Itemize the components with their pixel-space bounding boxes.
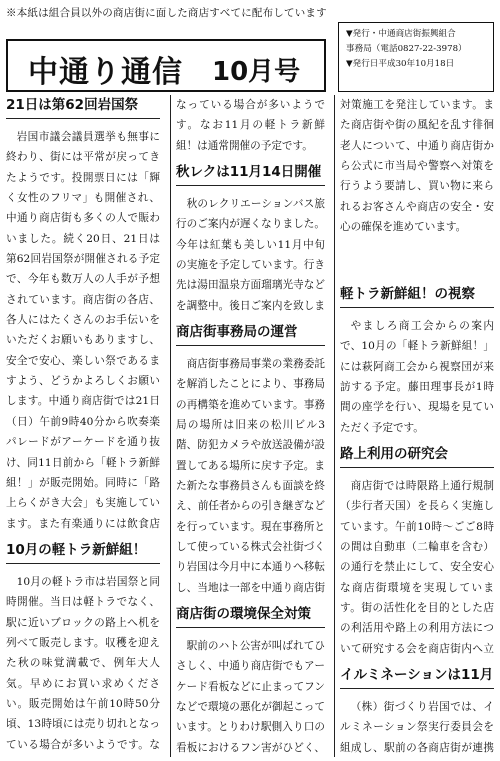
- article-environment: 駅前のハト公害が叫ばれてひさしく、中通り商店街でもアーケード看板などに止まってフンなどで環境の悪化が御起こっています。とりわけ駅側入り口の看板におけるフン害がひどく、: [176, 640, 325, 754]
- publisher-line: ▼発行・中通商店街振興組合: [346, 29, 456, 39]
- article-festival: 岩国市議会議員選挙も無事に終わり、街には平常が戻ってきたようです。投開票日には「輝く女性のフリマ」も開催され、中通り商店街も多くの人で賑わいました。続く20日、21日は第62回岩国祭が開催される予定で、今年も数万人の人手が予想されています。商店街の各店、各人にはたくさんのお手伝いをいただくお願いもありますし、安全で安心、楽しい祭であるますよう、どうかよろしくお願いします。中通り商店街では21日（日）午前9時40分から吹奏楽パレードがアーケードを通り抜け、同11日前から「軽トラ新鮮組！」が販売開始。同時に「路上らくがき大会」も実施しています。また有楽通りには飲食店: [6, 131, 160, 530]
- article-inspection: やましろ商工会からの案内で、10月の「軽トラ新鮮組！」には萩阿商工会から視察団が来訪する予定。藤田理事長が1時間の座学を行い、現場を見ていただく予定です。: [340, 320, 494, 434]
- newsletter-title: 中通り通信: [28, 55, 183, 90]
- article-illumination: （株）街づくり岩国では、イルミネーション祭実行委員会を組成し、駅前の各商店街が連携: [340, 701, 494, 754]
- issue-label: 10月号: [212, 57, 301, 87]
- masthead: [6, 39, 326, 92]
- heading-inspection: 軽トラ新鮮組！の視察: [340, 284, 494, 308]
- article-keitora: 10月の軽トラ市は岩国祭と同時開催。当日は軽トラでなく、駅に近いブロックの路上へ机を列べて販売します。収穫を迎えた秋の味覚満載で、例年大人気。早めにお買い求めください。販売開始は午前10時50分頃、13時頃には売り切れとなっている場合が多いようです。な: [6, 576, 160, 751]
- heading-festival: 21日は第62回岩国祭: [6, 95, 160, 119]
- article-office: 商店街事務局事業の業務委託を解消したことにより、事務局の再構築を進めています。事務局の場所は旧来の松川ビル3階、防犯カメラや放送設備が設置してある場所に戻す予定。また新たな事務員さんも面談を終え、前任者からの引き継ぎなどを行っています。現在事務所として使っている株式会社街づくり岩国は今月中に本通りへ移転し、当地は一部を中通り商店街: [176, 358, 325, 594]
- publisher-info: [338, 22, 494, 92]
- distribution-notice: ※本紙は組合員以外の商店街に面した商店すべてに配布しています: [6, 7, 327, 19]
- heading-environment: 商店街の環境保全対策: [176, 604, 325, 628]
- publish-date: ▼発行日平成30年10月18日: [346, 59, 455, 70]
- column-2: [170, 95, 325, 757]
- column-3: [334, 95, 494, 757]
- heading-illumination: イルミネーションは11月: [340, 665, 494, 689]
- publisher-office: 事務局（電話0827-22-3978）: [346, 44, 467, 55]
- article-environment-cont: 対策施工を発注しています。また商店街や街の風紀を乱す徘徊老人について、中通り商店街から公式に市当局や警察へ対策を行うよう要請し、買い物に来られるお客さんや商店の安全・安心の確保を進めています。: [340, 99, 494, 234]
- heading-keitora: 10月の軽トラ新鮮組！: [6, 540, 160, 564]
- article-street-use: 商店街では時限路上通行規制（歩行者天国）を長らく実施しています。午前10時〜ごご8時の間は自動車（二輪車を含む）の通行を禁止にして、安全安心な商店街環境を実現しています。街の活性化を目的とした店の利活用や路上の利用方法について研究する会を商店街内へ立: [340, 480, 494, 655]
- heading-office: 商店街事務局の運営: [176, 322, 325, 346]
- heading-street-use: 路上利用の研究会: [340, 444, 494, 468]
- column-1: [6, 95, 160, 757]
- article-keitora-cont: なっている場合が多いようです。なお11月の軽トラ新鮮組！は通常開催の予定です。: [176, 99, 325, 152]
- article-autumn-trip: 秋のレクリエーションバス旅行のご案内が遅くなりました。今年は紅葉も美しい11月中旬の実施を予定しています。行き先は湯田温泉方面瑠璃光寺などを調整中。後日ご案内を致しま: [176, 198, 325, 312]
- heading-autumn-trip: 秋レクは11月14日開催: [176, 162, 325, 186]
